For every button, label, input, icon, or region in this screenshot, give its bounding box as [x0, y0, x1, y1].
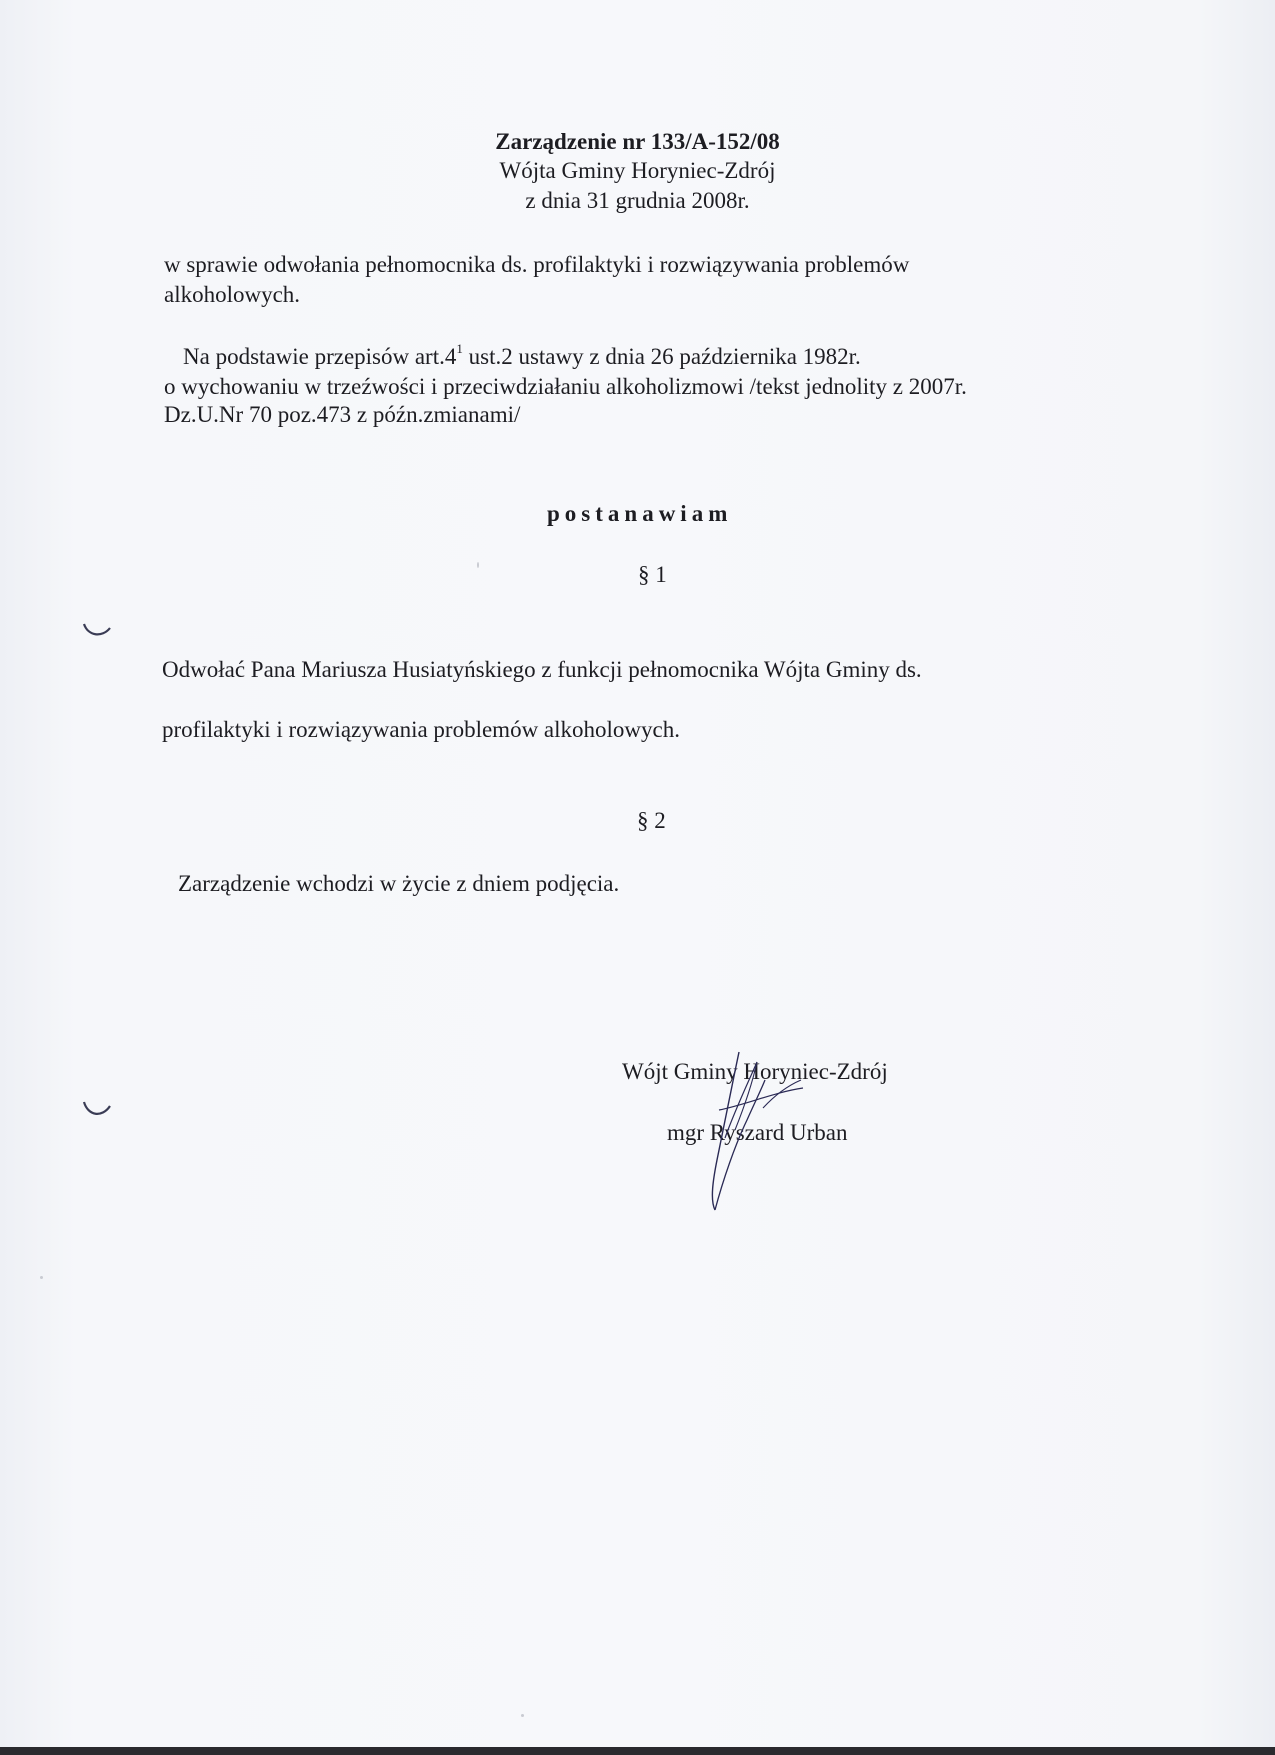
section-1-line-2: profilaktyki i rozwiązywania problemów alkoholowych. [162, 717, 680, 742]
subject-line-1: w sprawie odwołania pełnomocnika ds. profilaktyki i rozwiązywania problemów [164, 252, 910, 277]
scan-speck [521, 1714, 524, 1717]
signature-office: Wójt Gminy Horyniec-Zdrój [622, 1059, 888, 1084]
scan-speck [40, 1276, 43, 1279]
legal-basis-line-1 [183, 343, 861, 371]
legal-basis-text-b: ust.2 ustawy z dnia 26 października 1982r. [462, 344, 861, 369]
legal-basis-line-3: Dz.U.Nr 70 poz.473 z późn.zmianami/ [164, 402, 521, 427]
section-2-heading: § 2 [637, 808, 666, 833]
punch-hole-mark-top [80, 610, 114, 644]
issuer-line: Wójta Gminy Horyniec-Zdrój [499, 158, 776, 183]
section-2-text: Zarządzenie wchodzi w życie z dniem podjęcia. [178, 871, 620, 896]
subject-line-2: alkoholowych. [164, 282, 301, 307]
legal-basis-text-a: Na podstawie przepisów art.4 [183, 344, 457, 369]
scan-speck [477, 562, 479, 568]
punch-hole-mark-bottom [80, 1092, 114, 1126]
decision-word: postanawiam [547, 501, 733, 526]
legal-basis-line-2: o wychowaniu w trzeźwości i przeciwdziałaniu alkoholizmowi /tekst jednolity z 2007r. [164, 374, 967, 399]
section-1-line-1: Odwołać Pana Mariusza Husiatyńskiego z funkcji pełnomocnika Wójta Gminy ds. [162, 657, 922, 682]
signature-name: mgr Ryszard Urban [667, 1120, 848, 1145]
scan-bottom-edge [0, 1747, 1275, 1755]
document-title: Zarządzenie nr 133/A-152/08 [495, 129, 780, 154]
article-superscript: 1 [456, 341, 463, 357]
handwritten-signature [705, 1050, 885, 1220]
section-1-heading: § 1 [638, 562, 667, 587]
date-line: z dnia 31 grudnia 2008r. [525, 188, 750, 213]
